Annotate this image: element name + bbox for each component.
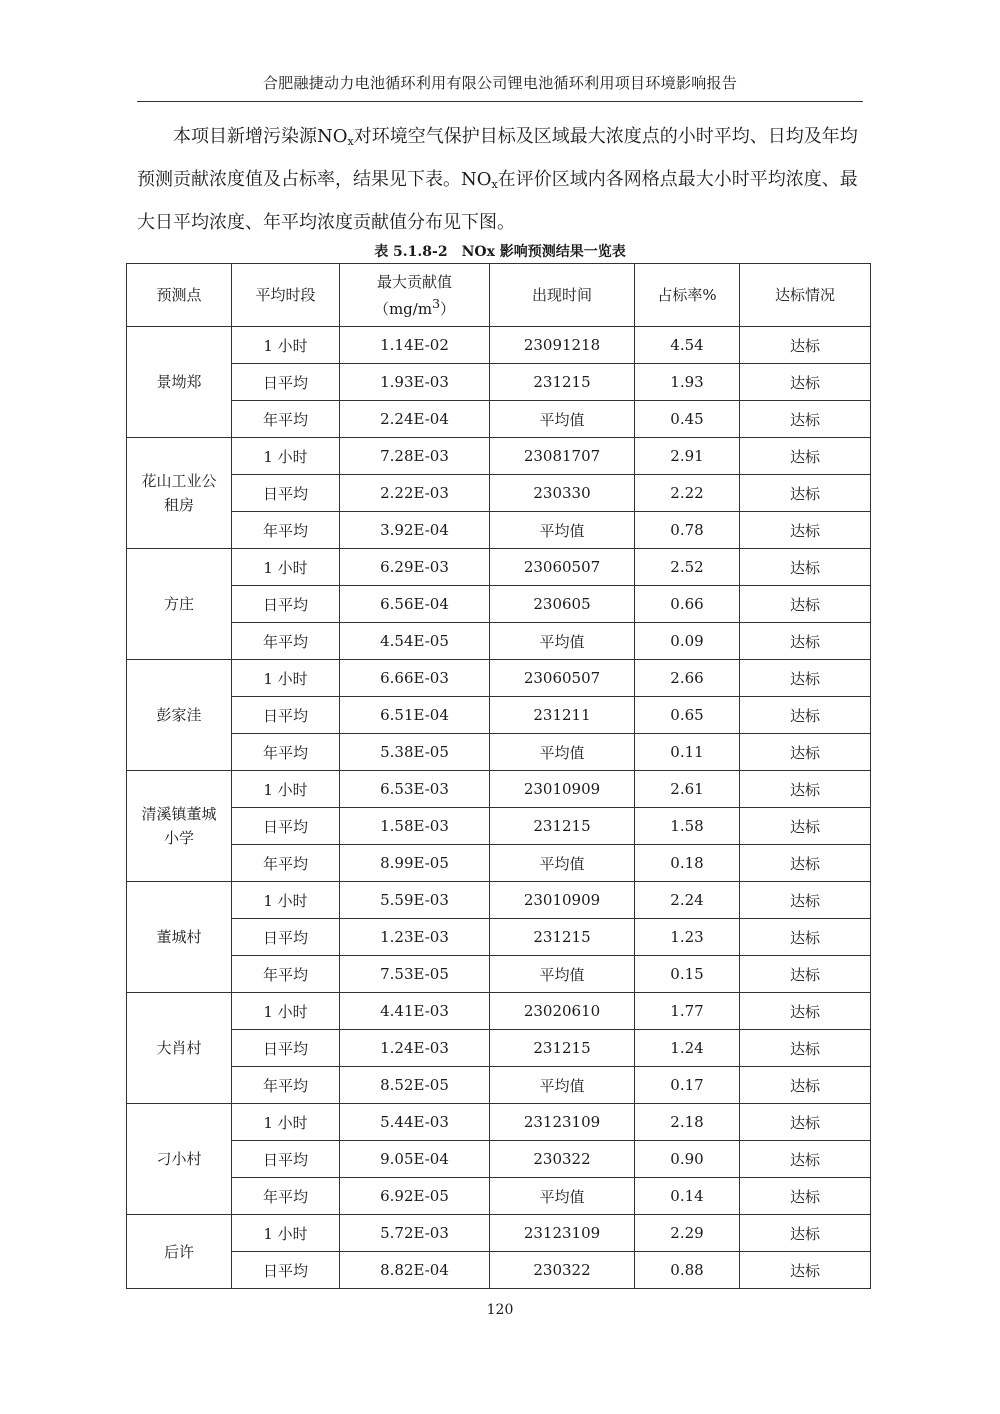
cell-ratio: 4.54 xyxy=(635,327,740,364)
table-row xyxy=(127,771,871,808)
cell-status: 达标 xyxy=(740,549,871,586)
cell-value: 6.56E-04 xyxy=(340,586,490,623)
page-number: 120 xyxy=(486,1302,514,1318)
cell-point: 花山工业公租房 xyxy=(127,438,232,549)
table-body xyxy=(127,327,871,1289)
cell-value: 5.44E-03 xyxy=(340,1104,490,1141)
intro-paragraph xyxy=(137,118,863,242)
cell-value: 2.24E-04 xyxy=(340,401,490,438)
cell-time: 231215 xyxy=(490,808,635,845)
cell-ratio: 0.45 xyxy=(635,401,740,438)
cell-time: 231211 xyxy=(490,697,635,734)
cell-ratio: 2.29 xyxy=(635,1215,740,1252)
table-row xyxy=(127,549,871,586)
cell-value: 4.54E-05 xyxy=(340,623,490,660)
cell-time: 231215 xyxy=(490,1030,635,1067)
cell-period: 1 小时 xyxy=(232,660,340,697)
cell-value: 3.92E-04 xyxy=(340,512,490,549)
cell-time: 23010909 xyxy=(490,771,635,808)
cell-ratio: 2.18 xyxy=(635,1104,740,1141)
table-row xyxy=(127,512,871,549)
cell-ratio: 1.24 xyxy=(635,1030,740,1067)
table-row xyxy=(127,438,871,475)
intro-subscript-1: x xyxy=(347,135,354,148)
cell-period: 1 小时 xyxy=(232,771,340,808)
cell-time: 平均值 xyxy=(490,401,635,438)
cell-time: 231215 xyxy=(490,364,635,401)
cell-status: 达标 xyxy=(740,512,871,549)
cell-ratio: 2.24 xyxy=(635,882,740,919)
cell-time: 平均值 xyxy=(490,734,635,771)
header-time: 出现时间 xyxy=(490,264,635,327)
cell-time: 230605 xyxy=(490,586,635,623)
cell-ratio: 0.88 xyxy=(635,1252,740,1289)
cell-ratio: 2.52 xyxy=(635,549,740,586)
table-row xyxy=(127,1141,871,1178)
cell-status: 达标 xyxy=(740,327,871,364)
cell-value: 4.41E-03 xyxy=(340,993,490,1030)
table-row xyxy=(127,327,871,364)
cell-status: 达标 xyxy=(740,660,871,697)
cell-period: 年平均 xyxy=(232,1178,340,1215)
cell-status: 达标 xyxy=(740,1030,871,1067)
cell-period: 年平均 xyxy=(232,623,340,660)
cell-value: 1.93E-03 xyxy=(340,364,490,401)
cell-value: 6.92E-05 xyxy=(340,1178,490,1215)
cell-point: 景坳郑 xyxy=(127,327,232,438)
cell-period: 日平均 xyxy=(232,586,340,623)
cell-ratio: 2.66 xyxy=(635,660,740,697)
cell-time: 23020610 xyxy=(490,993,635,1030)
cell-value: 1.58E-03 xyxy=(340,808,490,845)
cell-status: 达标 xyxy=(740,956,871,993)
cell-value: 9.05E-04 xyxy=(340,1141,490,1178)
cell-ratio: 0.14 xyxy=(635,1178,740,1215)
cell-period: 年平均 xyxy=(232,956,340,993)
cell-time: 230322 xyxy=(490,1252,635,1289)
table-row xyxy=(127,475,871,512)
cell-point: 方庄 xyxy=(127,549,232,660)
cell-time: 平均值 xyxy=(490,956,635,993)
header-value-label: 最大贡献值 xyxy=(376,272,452,291)
header-period: 平均时段 xyxy=(232,264,340,327)
cell-time: 230330 xyxy=(490,475,635,512)
table-row xyxy=(127,1104,871,1141)
cell-period: 1 小时 xyxy=(232,1104,340,1141)
cell-time: 23010909 xyxy=(490,882,635,919)
cell-ratio: 0.11 xyxy=(635,734,740,771)
cell-status: 达标 xyxy=(740,882,871,919)
cell-time: 23060507 xyxy=(490,660,635,697)
table-row xyxy=(127,586,871,623)
cell-value: 5.59E-03 xyxy=(340,882,490,919)
cell-value: 6.51E-04 xyxy=(340,697,490,734)
cell-period: 日平均 xyxy=(232,1030,340,1067)
table-row xyxy=(127,1252,871,1289)
cell-period: 日平均 xyxy=(232,475,340,512)
table-row xyxy=(127,1178,871,1215)
table-row xyxy=(127,697,871,734)
cell-period: 日平均 xyxy=(232,697,340,734)
cell-ratio: 2.91 xyxy=(635,438,740,475)
cell-ratio: 1.23 xyxy=(635,919,740,956)
cell-time: 平均值 xyxy=(490,1067,635,1104)
cell-status: 达标 xyxy=(740,1141,871,1178)
header-rule xyxy=(137,101,863,102)
table-row xyxy=(127,956,871,993)
cell-value: 7.28E-03 xyxy=(340,438,490,475)
cell-status: 达标 xyxy=(740,771,871,808)
cell-period: 年平均 xyxy=(232,512,340,549)
cell-point: 清溪镇董城小学 xyxy=(127,771,232,882)
table-caption: 表 5.1.8-2 NOx 影响预测结果一览表 xyxy=(374,244,626,260)
cell-point: 刁小村 xyxy=(127,1104,232,1215)
table-row xyxy=(127,993,871,1030)
cell-ratio: 0.17 xyxy=(635,1067,740,1104)
cell-time: 230322 xyxy=(490,1141,635,1178)
cell-status: 达标 xyxy=(740,1178,871,1215)
table-header-row xyxy=(127,264,871,327)
cell-value: 1.23E-03 xyxy=(340,919,490,956)
cell-period: 日平均 xyxy=(232,919,340,956)
cell-value: 8.52E-05 xyxy=(340,1067,490,1104)
cell-time: 231215 xyxy=(490,919,635,956)
cell-point: 彭家洼 xyxy=(127,660,232,771)
cell-value: 1.14E-02 xyxy=(340,327,490,364)
cell-status: 达标 xyxy=(740,1104,871,1141)
cell-status: 达标 xyxy=(740,586,871,623)
cell-status: 达标 xyxy=(740,1067,871,1104)
cell-status: 达标 xyxy=(740,401,871,438)
table-row xyxy=(127,734,871,771)
cell-time: 23081707 xyxy=(490,438,635,475)
cell-period: 日平均 xyxy=(232,364,340,401)
cell-value: 6.66E-03 xyxy=(340,660,490,697)
table-row xyxy=(127,401,871,438)
header-point: 预测点 xyxy=(127,264,232,327)
cell-ratio: 2.61 xyxy=(635,771,740,808)
table-row xyxy=(127,845,871,882)
cell-ratio: 1.93 xyxy=(635,364,740,401)
cell-period: 1 小时 xyxy=(232,438,340,475)
intro-text-3: 在评价区域内各网格点最大小时平均浓度、最大日平均浓度、年平均浓度贡献值分布见下图。 xyxy=(137,169,858,233)
cell-ratio: 0.18 xyxy=(635,845,740,882)
cell-period: 1 小时 xyxy=(232,549,340,586)
cell-period: 年平均 xyxy=(232,734,340,771)
cell-period: 1 小时 xyxy=(232,993,340,1030)
table-row xyxy=(127,1067,871,1104)
header-unit-sup: 3 xyxy=(432,295,441,311)
table-row xyxy=(127,623,871,660)
cell-period: 日平均 xyxy=(232,1252,340,1289)
cell-status: 达标 xyxy=(740,697,871,734)
cell-status: 达标 xyxy=(740,364,871,401)
cell-point: 后许 xyxy=(127,1215,232,1289)
cell-ratio: 0.15 xyxy=(635,956,740,993)
intro-text-1: 本项目新增污染源NO xyxy=(173,126,348,147)
cell-ratio: 0.66 xyxy=(635,586,740,623)
cell-value: 5.38E-05 xyxy=(340,734,490,771)
document-header: 合肥融捷动力电池循环利用有限公司锂电池循环利用项目环境影响报告 xyxy=(262,74,738,92)
cell-point: 大肖村 xyxy=(127,993,232,1104)
cell-period: 日平均 xyxy=(232,808,340,845)
cell-status: 达标 xyxy=(740,993,871,1030)
cell-status: 达标 xyxy=(740,1215,871,1252)
cell-status: 达标 xyxy=(740,845,871,882)
table-row xyxy=(127,660,871,697)
cell-value: 8.82E-04 xyxy=(340,1252,490,1289)
cell-ratio: 0.90 xyxy=(635,1141,740,1178)
table-row xyxy=(127,1215,871,1252)
cell-value: 8.99E-05 xyxy=(340,845,490,882)
cell-time: 23123109 xyxy=(490,1215,635,1252)
cell-period: 年平均 xyxy=(232,1067,340,1104)
cell-time: 23123109 xyxy=(490,1104,635,1141)
cell-status: 达标 xyxy=(740,438,871,475)
header-value xyxy=(340,264,490,327)
cell-time: 平均值 xyxy=(490,623,635,660)
cell-status: 达标 xyxy=(740,623,871,660)
cell-time: 23091218 xyxy=(490,327,635,364)
cell-value: 5.72E-03 xyxy=(340,1215,490,1252)
table-row xyxy=(127,1030,871,1067)
cell-period: 年平均 xyxy=(232,845,340,882)
cell-status: 达标 xyxy=(740,1252,871,1289)
cell-ratio: 0.78 xyxy=(635,512,740,549)
table-row xyxy=(127,808,871,845)
cell-value: 6.29E-03 xyxy=(340,549,490,586)
cell-period: 日平均 xyxy=(232,1141,340,1178)
cell-value: 7.53E-05 xyxy=(340,956,490,993)
cell-status: 达标 xyxy=(740,475,871,512)
cell-value: 6.53E-03 xyxy=(340,771,490,808)
cell-value: 1.24E-03 xyxy=(340,1030,490,1067)
cell-time: 平均值 xyxy=(490,845,635,882)
header-status: 达标情况 xyxy=(740,264,871,327)
cell-period: 1 小时 xyxy=(232,327,340,364)
cell-status: 达标 xyxy=(740,919,871,956)
header-unit-pre: （mg/m xyxy=(373,299,433,318)
cell-value: 2.22E-03 xyxy=(340,475,490,512)
table-row xyxy=(127,882,871,919)
cell-status: 达标 xyxy=(740,734,871,771)
cell-period: 1 小时 xyxy=(232,1215,340,1252)
cell-status: 达标 xyxy=(740,808,871,845)
cell-ratio: 0.65 xyxy=(635,697,740,734)
cell-point: 董城村 xyxy=(127,882,232,993)
cell-period: 1 小时 xyxy=(232,882,340,919)
table-row xyxy=(127,919,871,956)
header-ratio: 占标率% xyxy=(635,264,740,327)
cell-time: 平均值 xyxy=(490,512,635,549)
cell-time: 23060507 xyxy=(490,549,635,586)
intro-text-2: 对环境空气保护目标及区域最大浓度点的小时平均、日均及年均预测贡献浓度值及占标率，结果见下表。NO xyxy=(137,126,858,190)
results-table xyxy=(126,263,871,1289)
cell-ratio: 2.22 xyxy=(635,475,740,512)
cell-period: 年平均 xyxy=(232,401,340,438)
header-unit-post: ） xyxy=(440,299,456,318)
cell-ratio: 1.77 xyxy=(635,993,740,1030)
table-row xyxy=(127,364,871,401)
cell-ratio: 1.58 xyxy=(635,808,740,845)
intro-subscript-2: x xyxy=(491,178,498,191)
cell-ratio: 0.09 xyxy=(635,623,740,660)
cell-time: 平均值 xyxy=(490,1178,635,1215)
